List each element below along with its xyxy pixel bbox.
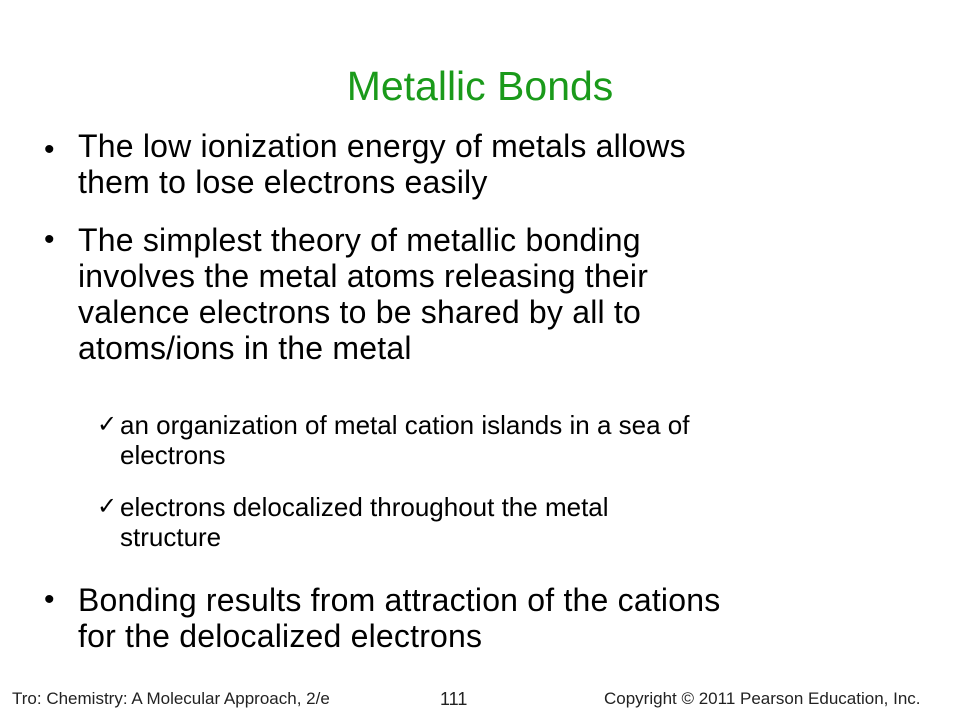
subbullet-2-line-2: structure (120, 522, 222, 552)
subbullet-2-line-1: electrons delocalized throughout the metal (120, 492, 609, 522)
footer-book-title: Tro: Chemistry: A Molecular Approach, 2/e (12, 689, 330, 708)
bullet-marker: • (44, 583, 55, 616)
subbullet-1 (120, 410, 890, 470)
bullet-3-line-2: for the delocalized electrons (78, 618, 483, 654)
subbullet-1-line-2: electrons (120, 440, 226, 470)
checkmark-icon: ✓ (97, 411, 118, 438)
bullet-1 (78, 128, 868, 200)
bullet-marker: • (44, 223, 55, 256)
bullet-2-line-1: The simplest theory of metallic bonding (78, 222, 641, 258)
bullet-2-line-2: involves the metal atoms releasing their (78, 258, 649, 294)
bullet-3 (78, 582, 868, 654)
checkmark-icon: ✓ (97, 493, 118, 520)
bullet-3-line-1: Bonding results from attraction of the cations (78, 582, 721, 618)
bullet-2 (78, 222, 868, 366)
slide-title: Metallic Bonds (346, 63, 614, 109)
footer-copyright: Copyright © 2011 Pearson Education, Inc. (604, 689, 921, 708)
subbullet-1-line-1: an organization of metal cation islands in a sea of (120, 410, 690, 440)
subbullet-2 (120, 492, 890, 552)
bullet-1-line-2: them to lose electrons easily (78, 164, 488, 200)
footer-page-number: 111 (440, 689, 468, 709)
bullet-1-line-1: The low ionization energy of metals allows (78, 128, 686, 164)
bullet-2-line-4: atoms/ions in the metal (78, 330, 412, 366)
bullet-2-line-3: valence electrons to be shared by all to (78, 294, 641, 330)
bullet-marker: • (44, 133, 55, 166)
